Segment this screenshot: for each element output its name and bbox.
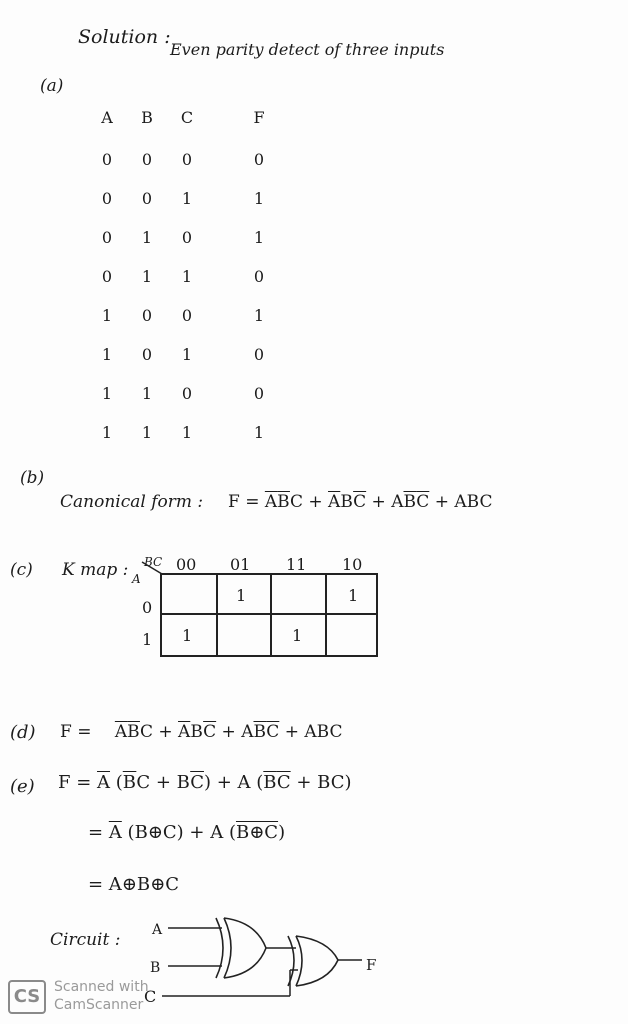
inner1-literal: C	[136, 772, 151, 793]
f-prefix: F =	[228, 492, 260, 512]
kmap-cell: 1	[236, 586, 247, 605]
inner1-term	[177, 772, 204, 793]
kmap-column-header: 11	[286, 555, 307, 574]
part-a-label: (a)	[40, 76, 64, 96]
truth-table-cell: 0	[141, 345, 153, 364]
canonical-literal: $\overline{A}$	[264, 492, 278, 512]
sop-literal: $\overline{B}$	[127, 722, 140, 742]
truth-table-cell: 0	[101, 189, 113, 208]
truth-table-cell: 1	[141, 423, 153, 442]
sop-literal: C	[329, 722, 343, 742]
part-e-line-2	[88, 822, 285, 843]
xor-term: B⊕C	[134, 822, 177, 843]
truth-table-cell: 1	[101, 306, 113, 325]
plus-sign: +	[152, 722, 179, 742]
sop-literal: B	[316, 722, 330, 742]
plus-sign: +	[429, 492, 455, 512]
paren: ) +	[203, 772, 238, 793]
inner1-literal: $\overline{B}$	[122, 772, 137, 793]
canonical-literal: $\overline{A}$	[328, 492, 341, 512]
truth-table-header: C	[180, 108, 194, 127]
kmap-corner-a: A	[132, 572, 141, 586]
inner2-literal: C	[330, 772, 345, 793]
inner2-literal: B	[317, 772, 331, 793]
paren: (	[250, 772, 264, 793]
sop-literal: $\overline{C}$	[266, 722, 280, 742]
watermark-line-1: Scanned with	[54, 979, 149, 995]
truth-table-header: B	[141, 108, 153, 127]
sop-literal: A	[304, 722, 317, 742]
sop-literal: B	[190, 722, 204, 742]
canonical-label: Canonical form :	[60, 492, 204, 512]
truth-table-cell: 1	[181, 423, 193, 442]
kmap-corner-bc: BC	[144, 555, 163, 569]
solution-label: Solution :	[78, 26, 171, 48]
part-b-label: (b)	[20, 468, 45, 488]
camscanner-text	[54, 978, 149, 1014]
sop-literal: $\overline{C}$	[203, 722, 217, 742]
sop-literal: C	[139, 722, 153, 742]
paren: ) +	[176, 822, 211, 843]
canonical-term	[265, 492, 303, 512]
inner1-literal: B	[176, 772, 191, 793]
kmap-row-header: 0	[142, 598, 153, 617]
sop-literal: A	[241, 722, 254, 742]
a-literal: A	[210, 822, 224, 843]
truth-table-header: A	[101, 108, 113, 127]
truth-table-cell: 1	[101, 384, 113, 403]
truth-table-cell: 1	[253, 306, 265, 325]
truth-table-cell: 1	[253, 228, 265, 247]
xnor-term: B⊕C	[235, 822, 279, 843]
kmap-column-header: 10	[342, 555, 363, 574]
canonical-term	[391, 492, 429, 512]
f-prefix: F =	[60, 722, 92, 742]
truth-table-header: F	[253, 108, 265, 127]
truth-table-cell: 1	[253, 423, 265, 442]
truth-table-cell: 0	[181, 150, 193, 169]
xor-circuit	[140, 908, 400, 1008]
truth-table-cell: 1	[141, 384, 153, 403]
canonical-term	[454, 492, 492, 512]
plus-sign: +	[216, 722, 242, 742]
inner2-literal: $\overline{C}$	[276, 772, 291, 793]
circuit-input-a: A	[152, 922, 163, 938]
truth-table-cell: 1	[101, 345, 113, 364]
inner-sum-2	[263, 772, 344, 793]
truth-table-cell: 0	[181, 228, 193, 247]
sop-literal: $\overline{B}$	[253, 722, 267, 742]
f-prefix: F =	[58, 772, 98, 793]
canonical-literal: C	[479, 492, 493, 512]
xor-gate-1	[216, 918, 266, 978]
part-e-label: (e)	[10, 776, 35, 797]
truth-table-cell: 0	[141, 150, 153, 169]
inner1-literal: $\overline{C}$	[190, 772, 204, 793]
inner2-literal: $\overline{B}$	[263, 772, 277, 793]
circuit-label: Circuit :	[50, 930, 121, 950]
paren: (	[223, 822, 236, 843]
truth-table-cell: 1	[141, 228, 153, 247]
truth-table-cell: 1	[181, 345, 193, 364]
paren: (	[121, 822, 135, 843]
a-literal: $\overline{A}$	[108, 822, 122, 843]
canonical-literal: B	[340, 492, 354, 512]
problem-title: Even parity detect of three inputs	[170, 40, 445, 59]
kmap-row-header: 1	[142, 630, 153, 649]
canonical-literal: $\overline{B}$	[277, 492, 290, 512]
kmap-cell: 1	[182, 626, 193, 645]
kmap-cell: 1	[348, 586, 359, 605]
truth-table-cell: 0	[101, 267, 113, 286]
sop-literal: $\overline{A}$	[178, 722, 191, 742]
canonical-literal: A	[391, 492, 404, 512]
paren: )	[344, 772, 352, 793]
part-e-line-3: = A⊕B⊕C	[88, 874, 179, 895]
truth-table-cell: 0	[253, 150, 265, 169]
truth-table-cell: 1	[181, 189, 193, 208]
truth-table-cell: 1	[253, 189, 265, 208]
kmap-cell: 1	[292, 626, 303, 645]
canonical-literal: $\overline{C}$	[416, 492, 430, 512]
circuit-input-c: C	[144, 987, 157, 1006]
circuit-input-b: B	[150, 960, 161, 976]
truth-table-cell: 1	[141, 267, 153, 286]
plus-sign: +	[279, 722, 305, 742]
a-literal: A	[237, 772, 251, 793]
canonical-terms	[265, 492, 493, 512]
paren: )	[278, 822, 286, 843]
inner2-term	[263, 772, 290, 793]
kmap-column-header: 00	[176, 555, 197, 574]
truth-table-cell: 0	[141, 189, 153, 208]
circuit-output-f: F	[366, 956, 377, 974]
truth-table-cell: 0	[253, 267, 265, 286]
camscanner-watermark	[4, 976, 164, 1022]
truth-table-cell: 0	[101, 228, 113, 247]
sop-term	[115, 722, 153, 742]
kmap-column-header: 01	[230, 555, 251, 574]
truth-table-cell: 1	[181, 267, 193, 286]
kmap-label: K map :	[62, 560, 129, 580]
part-c-label: (c)	[10, 560, 33, 580]
canonical-literal: B	[466, 492, 480, 512]
truth-table-cell: 0	[253, 384, 265, 403]
canonical-literal: $\overline{B}$	[403, 492, 417, 512]
equals-sign: =	[88, 822, 109, 843]
canonical-literal: $\overline{C}$	[353, 492, 367, 512]
plus-sign: +	[302, 492, 329, 512]
xor-gate-2	[288, 936, 338, 986]
plus-sign: +	[290, 772, 318, 793]
plus-sign: +	[366, 492, 392, 512]
part-d-expression	[60, 722, 342, 742]
canonical-literal: A	[454, 492, 467, 512]
canonical-expression	[228, 492, 492, 512]
sop-term	[241, 722, 279, 742]
truth-table-cell: 0	[101, 150, 113, 169]
inner-sum-1	[123, 772, 204, 793]
kmap-grid	[160, 573, 378, 657]
part-e-line-1	[58, 772, 352, 793]
inner2-term	[317, 772, 344, 793]
a-literal: $\overline{A}$	[97, 772, 111, 793]
truth-table-cell: 0	[181, 306, 193, 325]
watermark-line-2: CamScanner	[54, 997, 144, 1013]
plus-sign: +	[150, 772, 177, 793]
truth-table-cell: 0	[253, 345, 265, 364]
part-d-label: (d)	[10, 722, 36, 743]
paren: (	[110, 772, 123, 793]
truth-table-cell: 1	[101, 423, 113, 442]
canonical-literal: C	[289, 492, 303, 512]
truth-table-cell: 0	[141, 306, 153, 325]
sop-literal: $\overline{A}$	[114, 722, 128, 742]
camscanner-logo: CS	[8, 980, 46, 1014]
sop-terms	[115, 722, 343, 742]
truth-table-cell: 0	[181, 384, 193, 403]
sop-term	[304, 722, 342, 742]
sop-term	[178, 722, 216, 742]
inner1-term	[123, 772, 150, 793]
canonical-term	[328, 492, 366, 512]
